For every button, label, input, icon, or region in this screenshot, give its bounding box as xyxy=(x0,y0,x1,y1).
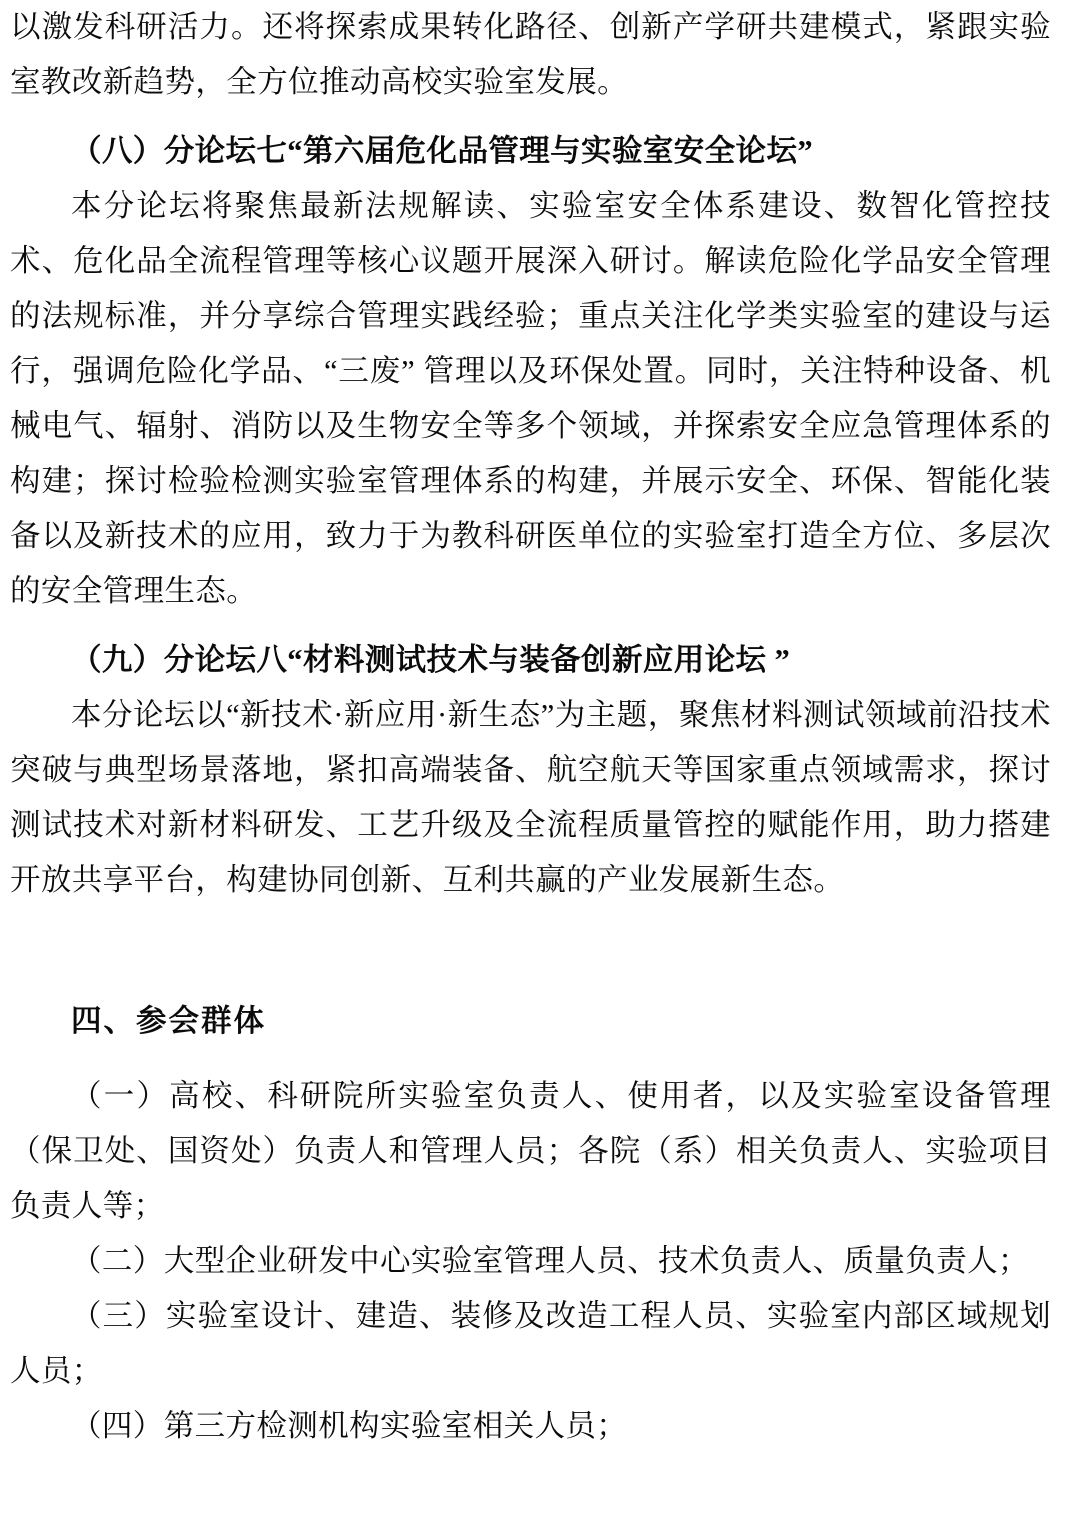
forum-eight-heading: （九）分论坛八“材料测试技术与装备创新应用论坛 ” xyxy=(71,643,791,677)
paragraph-continuation: 以激发科研活力。还将探索成果转化路径、创新产学研共建模式，紧跟实验室教改新趋势，全方位推动高校实验室发展。 xyxy=(10,10,1051,99)
forum-seven-body: 本分论坛将聚焦最新法规解读、实验室安全体系建设、数智化管控技术、危化品全流程管理等核心议题开展深入研讨。解读危险化学品安全管理的法规标准，并分享综合管理实践经验；重点关注化学类实验室的建设与运行，强调危险化学品、“三废” 管理以及环保处置。同时，关注特种设备、机械电气、辐射、消防以及生物安全等多个领域，并探索安全应急管理体系的构建；探讨检验检测实验室管理体系的构建，并展示安全、环保、智能化装备以及新技术的应用，致力于为教科研医单位的实验室打造全方位、多层次的安全管理生态。 xyxy=(10,189,1051,608)
attendee-group-four: （四）第三方检测机构实验室相关人员； xyxy=(71,1409,628,1443)
spacer xyxy=(10,110,1051,124)
spacer xyxy=(10,1049,1051,1069)
attendee-group-three: （三）实验室设计、建造、装修及改造工程人员、实验室内部区域规划人员； xyxy=(10,1299,1051,1388)
forum-seven-heading: （八）分论坛七“第六届危化品管理与实验室安全论坛” xyxy=(71,134,813,168)
section-four-title: 四、参会群体 xyxy=(71,1004,266,1038)
spacer xyxy=(10,619,1051,633)
spacer xyxy=(10,908,1051,994)
attendee-group-two: （二）大型企业研发中心实验室管理人员、技术负责人、质量负责人； xyxy=(71,1244,1029,1278)
attendee-group-one: （一）高校、科研院所实验室负责人、使用者，以及实验室设备管理（保卫处、国资处）负责人和管理人员；各院（系）相关负责人、实验项目负责人等； xyxy=(10,1079,1051,1223)
forum-eight-body: 本分论坛以“新技术·新应用·新生态”为主题，聚焦材料测试领域前沿技术突破与典型场景落地，紧扣高端装备、航空航天等国家重点领域需求，探讨测试技术对新材料研发、工艺升级及全流程质量管控的赋能作用，助力搭建开放共享平台，构建协同创新、互利共赢的产业发展新生态。 xyxy=(10,698,1051,897)
